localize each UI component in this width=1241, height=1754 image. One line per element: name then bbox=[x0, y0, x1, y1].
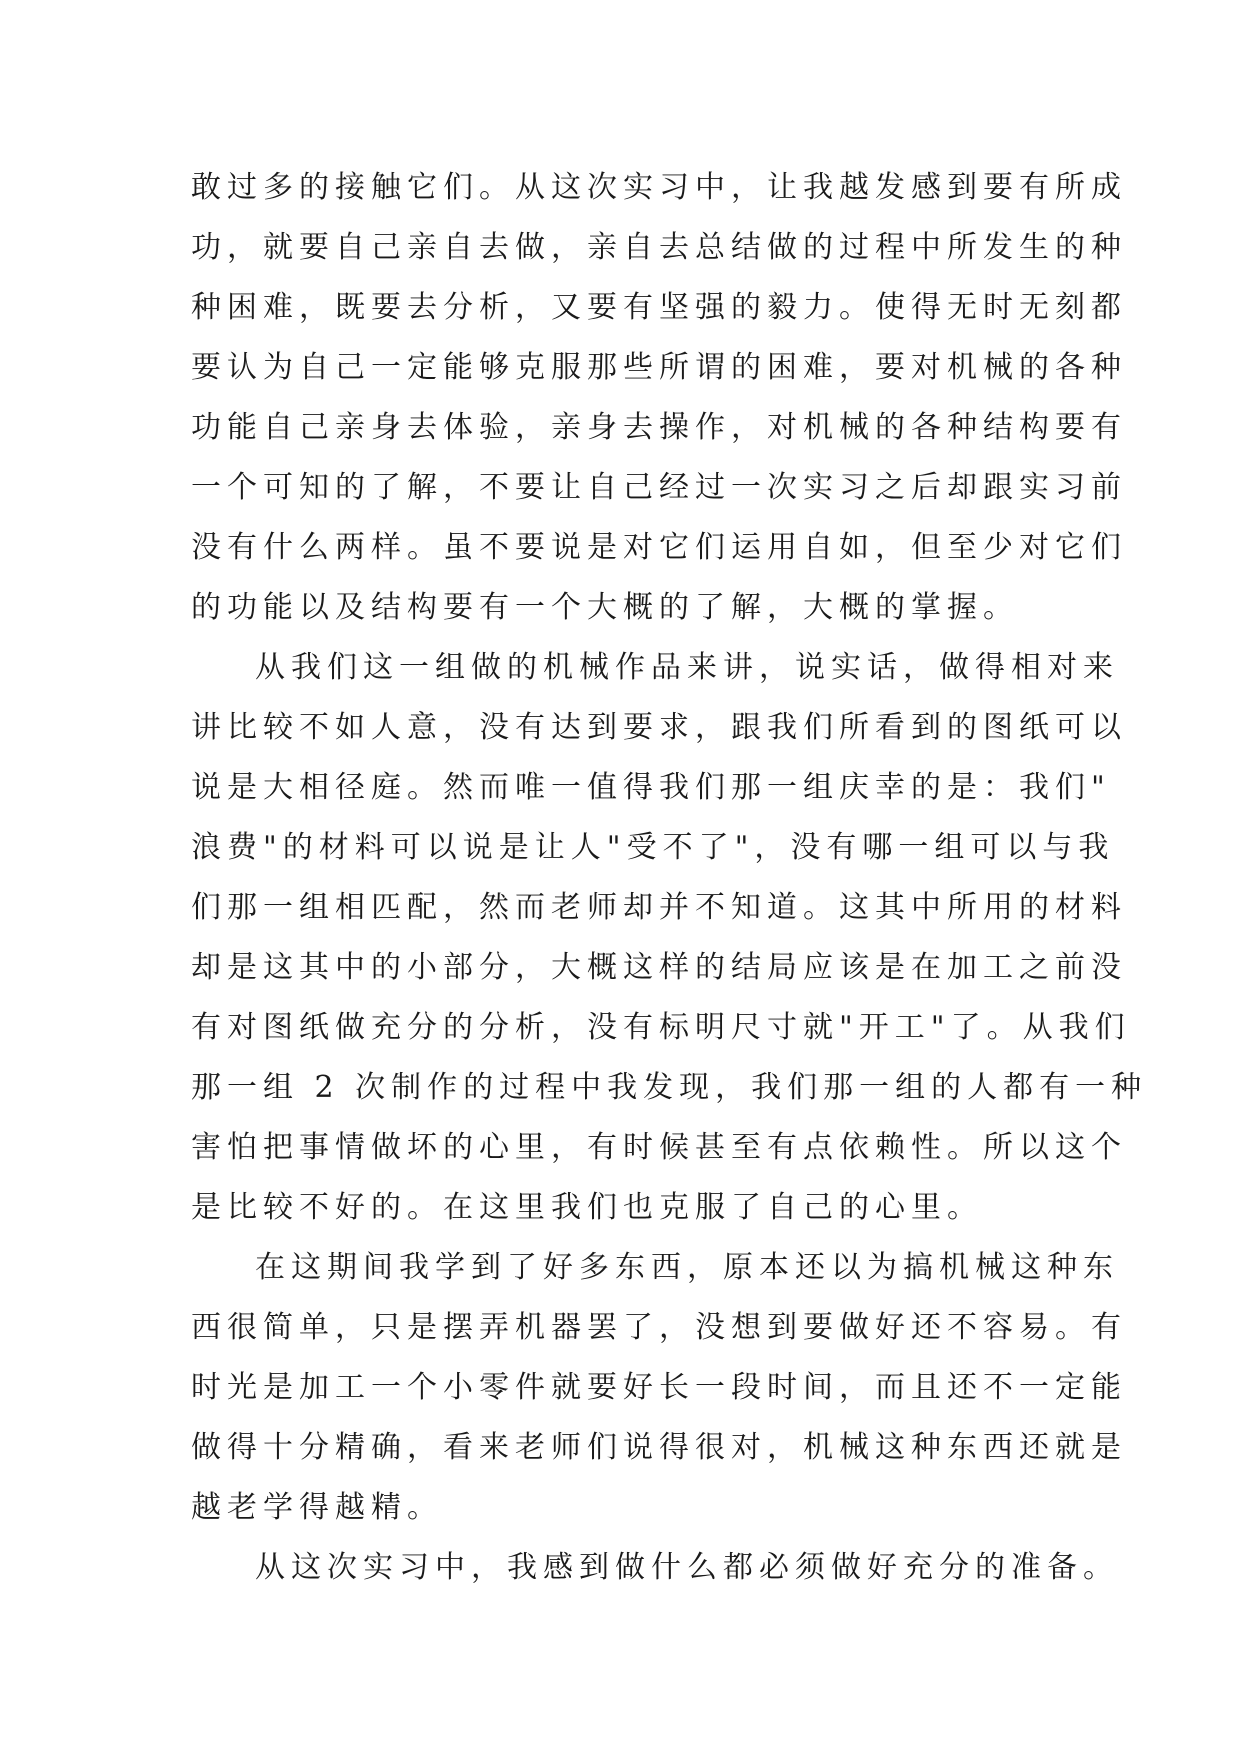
text-line: 是比较不好的。在这里我们也克服了自己的心里。 bbox=[191, 1190, 983, 1225]
text-line: 们那一组相匹配，然而老师却并不知道。这其中所用的材料 bbox=[191, 890, 1127, 925]
text-line: 那一组 2 次制作的过程中我发现，我们那一组的人都有一种 bbox=[191, 1070, 1148, 1105]
text-line: 一个可知的了解，不要让自己经过一次实习之后却跟实习前 bbox=[191, 470, 1127, 505]
paragraph-first-line: 从这次实习中，我感到做什么都必须做好充分的准备。 bbox=[255, 1550, 1119, 1585]
text-line: 越老学得越精。 bbox=[191, 1490, 443, 1525]
text-line: 讲比较不如人意，没有达到要求，跟我们所看到的图纸可以 bbox=[191, 710, 1127, 745]
text-line: 西很简单，只是摆弄机器罢了，没想到要做好还不容易。有 bbox=[191, 1310, 1127, 1345]
text-line: 时光是加工一个小零件就要好长一段时间，而且还不一定能 bbox=[191, 1370, 1127, 1405]
text-line: 功，就要自己亲自去做，亲自去总结做的过程中所发生的种 bbox=[191, 230, 1127, 265]
text-line: 浪费"的材料可以说是让人"受不了"，没有哪一组可以与我 bbox=[191, 830, 1115, 865]
text-line: 的功能以及结构要有一个大概的了解，大概的掌握。 bbox=[191, 590, 1019, 625]
paragraph-first-line: 从我们这一组做的机械作品来讲，说实话，做得相对来 bbox=[255, 650, 1119, 685]
text-line: 功能自己亲身去体验，亲身去操作，对机械的各种结构要有 bbox=[191, 410, 1127, 445]
body-text bbox=[191, 158, 1148, 1598]
text-line: 要认为自己一定能够克服那些所谓的困难，要对机械的各种 bbox=[191, 350, 1127, 385]
paragraph-first-line: 在这期间我学到了好多东西，原本还以为搞机械这种东 bbox=[255, 1250, 1119, 1285]
text-line: 没有什么两样。虽不要说是对它们运用自如，但至少对它们 bbox=[191, 530, 1127, 565]
text-line: 敢过多的接触它们。从这次实习中，让我越发感到要有所成 bbox=[191, 170, 1127, 205]
text-line: 说是大相径庭。然而唯一值得我们那一组庆幸的是：我们" bbox=[191, 770, 1111, 805]
text-line: 却是这其中的小部分，大概这样的结局应该是在加工之前没 bbox=[191, 950, 1127, 985]
text-line: 有对图纸做充分的分析，没有标明尺寸就"开工"了。从我们 bbox=[191, 1010, 1131, 1045]
text-line: 害怕把事情做坏的心里，有时候甚至有点依赖性。所以这个 bbox=[191, 1130, 1127, 1165]
text-line: 做得十分精确，看来老师们说得很对，机械这种东西还就是 bbox=[191, 1430, 1127, 1465]
text-line: 种困难，既要去分析，又要有坚强的毅力。使得无时无刻都 bbox=[191, 290, 1127, 325]
